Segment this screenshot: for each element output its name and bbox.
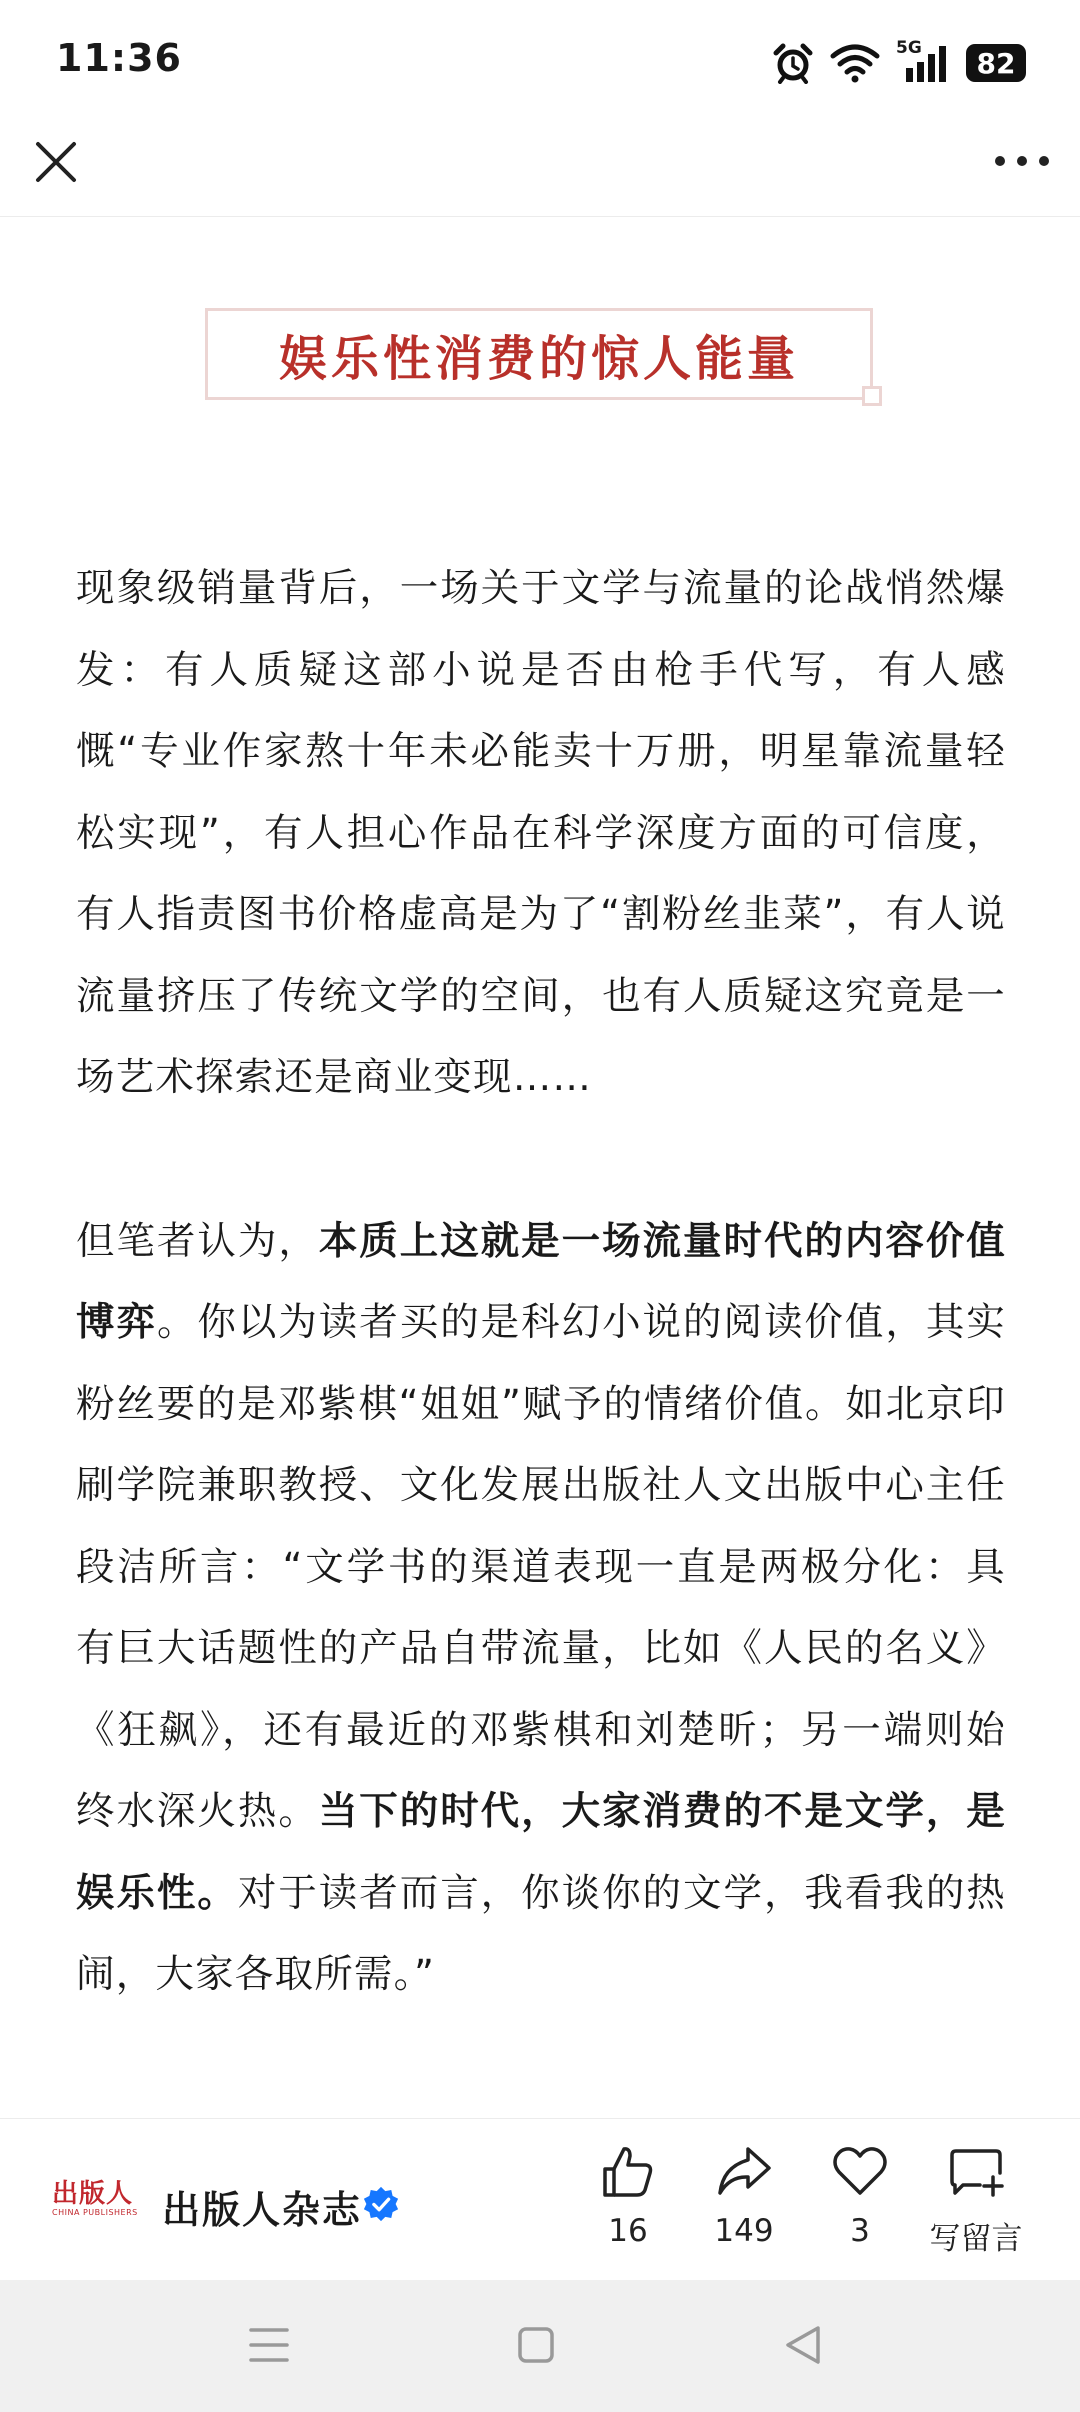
thumbs-up-icon <box>599 2143 657 2201</box>
like-count: 16 <box>608 2213 648 2249</box>
paragraph-2-bold-1: 本质上这就是一场流量时代的内容价值博弈 <box>76 1218 1006 1345</box>
paragraph-2-text-1: 但笔者认为， <box>76 1218 319 1264</box>
bottom-action-bar <box>0 2118 1080 2281</box>
share-icon <box>715 2143 773 2201</box>
article-body <box>76 548 1006 2016</box>
top-nav <box>0 120 1080 217</box>
write-comment-label: 写留言 <box>929 2221 1023 2257</box>
section-title: 娱乐性消费的惊人能量 <box>278 330 799 387</box>
comment-add-icon <box>947 2143 1005 2201</box>
section-title-box <box>205 308 873 400</box>
paragraph-2-text-2: 。你以为读者买的是科幻小说的阅读价值，其实粉丝要的是邓紫棋“姐姐”赋予的情绪价值。如北京印刷学院兼职教授、文化发展出版社人文出版中心主任段洁所言：“文学书的渠道表现一直是两极分化：具有巨大话题性的产品自带流量，比如《人民的名义》《狂飙》，还有最近的邓紫棋和刘楚昕；另一端则始终水深火热。 <box>76 1300 1006 1834</box>
paragraph-2-bold-2: 当下的时代，大家消费的不是文学，是娱乐性。 <box>76 1789 1006 1916</box>
heart-icon <box>831 2143 889 2201</box>
menu-icon[interactable] <box>244 2320 294 2370</box>
like-button[interactable] <box>568 2143 688 2249</box>
account-name[interactable]: 出版人杂志 <box>162 2188 363 2232</box>
status-icons <box>772 38 1020 88</box>
logo-subtext: CHINA PUBLISHERS <box>52 2208 138 2217</box>
paragraph-1: 现象级销量背后，一场关于文学与流量的论战悄然爆发：有人质疑这部小说是否由枪手代写，有人感慨“专业作家熬十年未必能卖十万册，明星靠流量轻松实现”，有人担心作品在科学深度方面的可信度，有人指责图书价格虚高是为了“割粉丝韭菜”，有人说流量挤压了传统文学的空间，也有人质疑这究竟是一场艺术探索还是商业变现…… <box>76 566 1006 1100</box>
paragraph-2-text-3: 对于读者而言，你谈你的文学，我看我的热闹，大家各取所需。” <box>76 1870 1006 1997</box>
alarm-icon <box>772 42 814 84</box>
system-nav-bar <box>0 2280 1080 2412</box>
battery-icon <box>966 44 1020 82</box>
share-count: 149 <box>714 2213 774 2249</box>
battery-level: 82 <box>966 44 1026 82</box>
paragraph-2 <box>76 1201 1006 2016</box>
write-comment-button[interactable] <box>916 2143 1036 2258</box>
back-icon[interactable] <box>778 2320 828 2370</box>
network-label: 5G <box>896 38 922 58</box>
status-bar <box>0 0 1080 120</box>
verified-badge-icon <box>362 2185 400 2223</box>
favorite-button[interactable] <box>800 2143 920 2249</box>
logo-text: 出版人 <box>52 2179 134 2209</box>
share-button[interactable] <box>684 2143 804 2249</box>
more-horizontal-icon[interactable] <box>992 146 1052 176</box>
home-icon[interactable] <box>511 2320 561 2370</box>
favorite-count: 3 <box>850 2213 870 2249</box>
publisher-logo[interactable] <box>52 2181 144 2231</box>
wifi-icon <box>830 43 880 83</box>
close-icon[interactable] <box>30 136 82 188</box>
status-time: 11:36 <box>56 36 182 80</box>
signal-icon <box>896 38 950 84</box>
title-corner-decoration <box>862 386 882 406</box>
